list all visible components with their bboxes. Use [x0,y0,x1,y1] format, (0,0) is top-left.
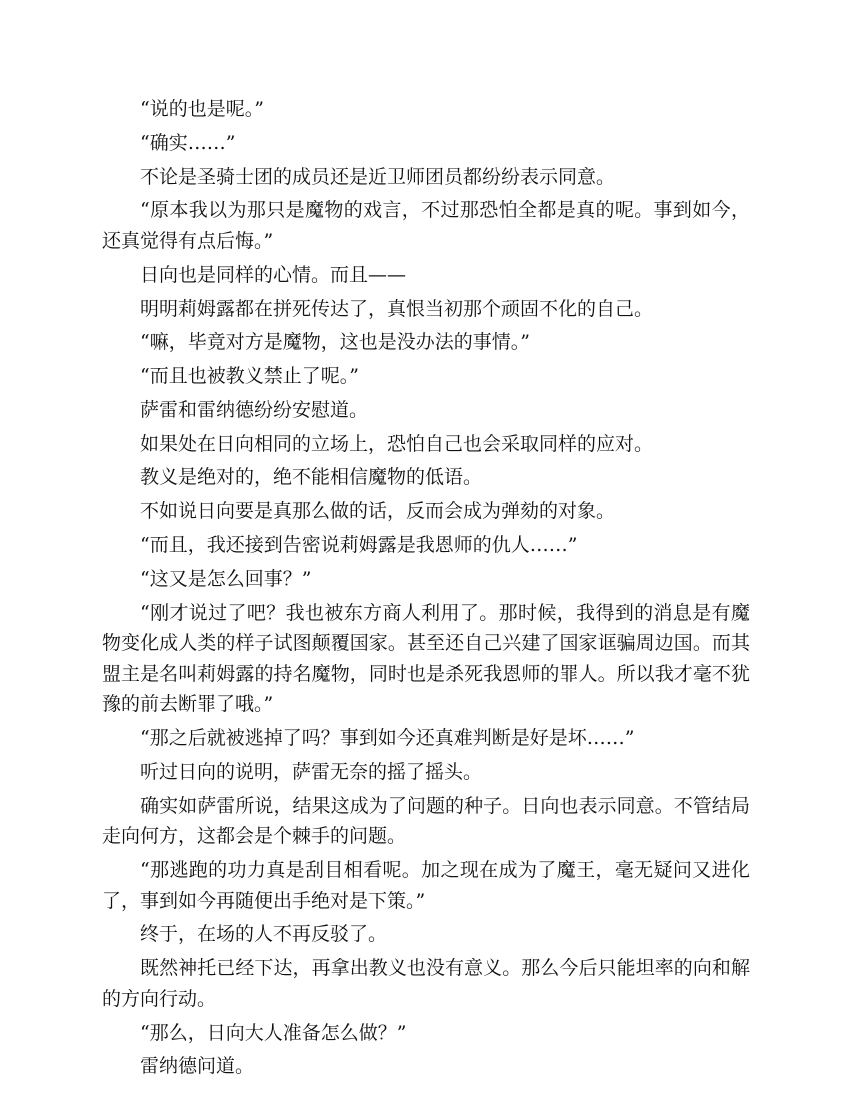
paragraph: 听过日向的说明，萨雷无奈的摇了摇头。 [140,760,483,783]
paragraph: 终于，在场的人不再反驳了。 [140,923,388,946]
paragraph: 日向也是同样的心情。而且—— [140,263,407,286]
paragraph: “确实……” [140,131,236,154]
paragraph: 如果处在日向相同的立场上，恐怕自己也会采取同样的应对。 [140,432,654,455]
paragraph: “那么，日向大人准备怎么做？” [140,1021,407,1044]
paragraph: “那之后就被逃掉了吗？事到如今还真难判断是好是坏……” [140,727,635,750]
paragraph: “而且，我还接到告密说莉姆露是我恩师的仇人……” [140,533,578,556]
paragraph: “刚才说过了吧？我也被东方商人利用了。那时候，我得到的消息是有魔物变化成人类的样子试图颠覆国家。甚至还自己兴建了国家诓骗周边国。而其盟主是名叫莉姆露的持名魔物，同时也是杀死我恩师的罪人。所以我才毫不犹豫的前去断罪了哦。” [102,601,750,716]
paragraph: 教义是绝对的，绝不能相信魔物的低语。 [140,466,483,489]
paragraph: “这又是怎么回事？” [140,567,312,590]
paragraph: 确实如萨雷所说，结果这成为了问题的种子。日向也表示同意。不管结局走向何方，这都会是个棘手的问题。 [102,794,750,848]
paragraph: “说的也是呢。” [140,98,264,120]
paragraph: 萨雷和雷纳德纷纷安慰道。 [140,398,369,421]
paragraph: “原本我以为那只是魔物的戏言，不过那恐怕全都是真的呢。事到如今，还真觉得有点后悔。” [102,199,750,252]
text-body [102,94,750,1085]
paragraph: “那逃跑的功力真是刮目相看呢。加之现在成为了魔王，毫无疑问又进化了，事到如今再随便出手绝对是下策。” [102,859,750,912]
paragraph: “嘛，毕竟对方是魔物，这也是没办法的事情。” [140,331,530,354]
paragraph: “而且也被教义禁止了呢。” [140,365,359,388]
paragraph: 雷纳德问道。 [140,1055,255,1078]
paragraph: 明明莉姆露都在拼死传达了，真恨当初那个顽固不化的自己。 [140,297,654,320]
paragraph: 不如说日向要是真那么做的话，反而会成为弹劾的对象。 [140,500,616,523]
paragraph: 不论是圣骑士团的成员还是近卫师团员都纷纷表示同意。 [140,165,616,188]
paragraph: 既然神托已经下达，再拿出教义也没有意义。那么今后只能坦率的向和解的方向行动。 [102,957,750,1010]
